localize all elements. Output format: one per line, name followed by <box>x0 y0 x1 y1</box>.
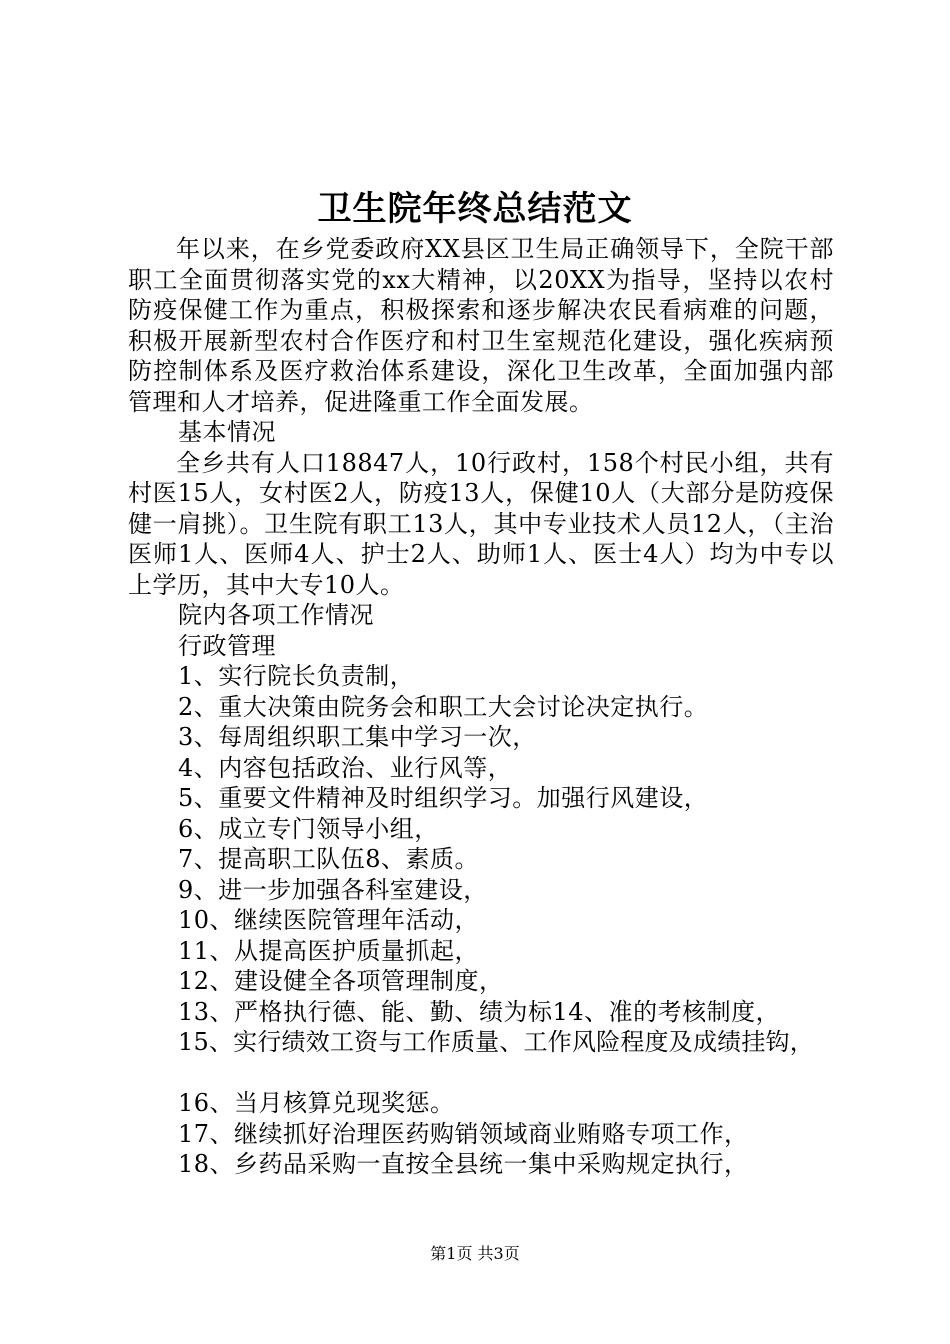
list-item: 6、成立专门领导小组， <box>178 814 439 843</box>
list-item: 17、继续抓好治理医药购销领域商业贿赂专项工作， <box>178 1119 749 1148</box>
heading-admin-management: 行政管理 <box>178 631 276 660</box>
list-item: 2、重大决策由院务会和职工大会讨论决定执行。 <box>178 692 709 721</box>
list-item: 1、实行院长负责制， <box>178 662 415 690</box>
list-item: 18、乡药品采购一直按全县统一集中采购规定执行， <box>178 1150 749 1178</box>
document-title: 卫生院年终总结范文 <box>317 189 633 229</box>
heading-work-situation: 院内各项工作情况 <box>178 601 374 629</box>
list-item: 5、重要文件精神及时组织学习。加强行风建设， <box>178 784 709 812</box>
list-item: 15、实行绩效工资与工作质量、工作风险程度及成绩挂钩， <box>178 1028 814 1056</box>
list-item: 10、继续医院管理年活动， <box>178 906 480 934</box>
document-body <box>128 234 834 1180</box>
list-item: 11、从提高医护质量抓起， <box>178 936 480 965</box>
page-footer: 第1页 共3页 <box>430 1244 520 1263</box>
paragraph-gap <box>128 1058 834 1089</box>
list-item: 16、当月核算兑现奖惩。 <box>178 1089 455 1117</box>
list-item: 12、建设健全各项管理制度， <box>178 967 504 995</box>
list-item: 13、严格执行德、能、勤、绩为标14、准的考核制度， <box>178 997 781 1026</box>
intro-paragraph: 年以来，在乡党委政府XX县区卫生局正确领导下，全院干部职工全面贯彻落实党的xx大精神，以20XX为指导，坚持以农村防疫保健工作为重点，积极探索和逐步解决农民看病难的问题，积极开展新型农村合作医疗和村卫生室规范化建设，强化疾病预防控制体系及医疗救治体系建设，深化卫生改革，全面加强内部管理和人才培养，促进隆重工作全面发展。 <box>128 235 834 416</box>
basic-situation-paragraph: 全乡共有人口18847人，10行政村，158个村民小组，共有村医15人，女村医2人，防疫13人，保健10人（大部分是防疫保健一肩挑）。卫生院有职工13人，其中专业技术人员12人，（主治医师1人、医师4人、护士2人、助师1人、医士4人）均为中专以上学历，其中大专10人。 <box>128 448 834 599</box>
list-item: 4、内容包括政治、业行风等， <box>178 753 513 782</box>
heading-basic-situation: 基本情况 <box>178 418 276 446</box>
list-item: 3、每周组织职工集中学习一次， <box>178 723 537 751</box>
list-item: 9、进一步加强各科室建设， <box>178 875 488 904</box>
list-item: 7、提高职工队伍8、素质。 <box>178 845 480 873</box>
